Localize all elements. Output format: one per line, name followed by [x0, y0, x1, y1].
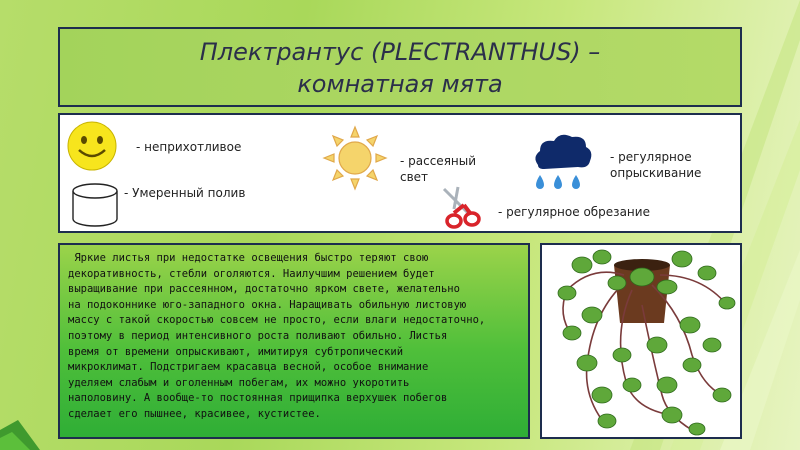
spraying-label-1: - регулярное	[610, 150, 692, 164]
description-line: наполовину. А вообще-то постоянная прищипка верхушек побегов	[68, 392, 448, 405]
sun-icon	[322, 125, 388, 191]
plant-photo-frame	[540, 243, 742, 439]
light-label-1: - рассеяный	[400, 154, 477, 168]
plant-photo	[542, 245, 740, 437]
description-line: сделает его пышнее, красивее, кустистее.	[68, 407, 321, 420]
light-label-2: свет	[400, 170, 429, 184]
cylinder-icon	[70, 181, 120, 229]
description-line: декоративность, стебли оголяются. Наилучшим решением будет	[68, 267, 435, 280]
smiley-icon	[66, 120, 118, 172]
scissors-icon	[440, 185, 484, 231]
spraying-label-2: опрыскивание	[610, 166, 702, 180]
description-line: микроклимат. Подстригаем красавца весной, особое внимание	[68, 361, 429, 374]
description-line: Яркие листья при недостатке освещения быстро теряют свою	[68, 252, 429, 264]
unpretentious-label: - неприхотливое	[136, 140, 242, 154]
description-line: выращивание при рассеянном, достаточно ярком свете, желательно	[68, 283, 460, 296]
description-line: поэтому в период интенсивного роста поливают обильно. Листья	[68, 329, 448, 342]
title-box	[58, 27, 742, 107]
description-line: время от времени опрыскивают, имитируя субтропический	[68, 345, 404, 358]
description-box	[58, 243, 530, 439]
title-line-1: Плектрантус (PLECTRANTHUS) –	[199, 38, 601, 66]
rain-cloud-icon	[530, 129, 596, 193]
description-text	[68, 251, 520, 423]
care-icons-panel	[58, 113, 742, 233]
pruning-label: - регулярное обрезание	[498, 205, 650, 219]
description-line: массу с такой скоростью совсем не просто, если влаги недостаточно,	[68, 314, 486, 327]
description-line: на подоконнике юго-западного окна. Наращивать обильную листовую	[68, 298, 467, 311]
title-line-2: комнатная мята	[297, 70, 503, 98]
description-line: уделяем слабым и оголенным побегам, их можно укоротить	[68, 376, 410, 389]
watering-label: - Умеренный полив	[124, 186, 246, 200]
